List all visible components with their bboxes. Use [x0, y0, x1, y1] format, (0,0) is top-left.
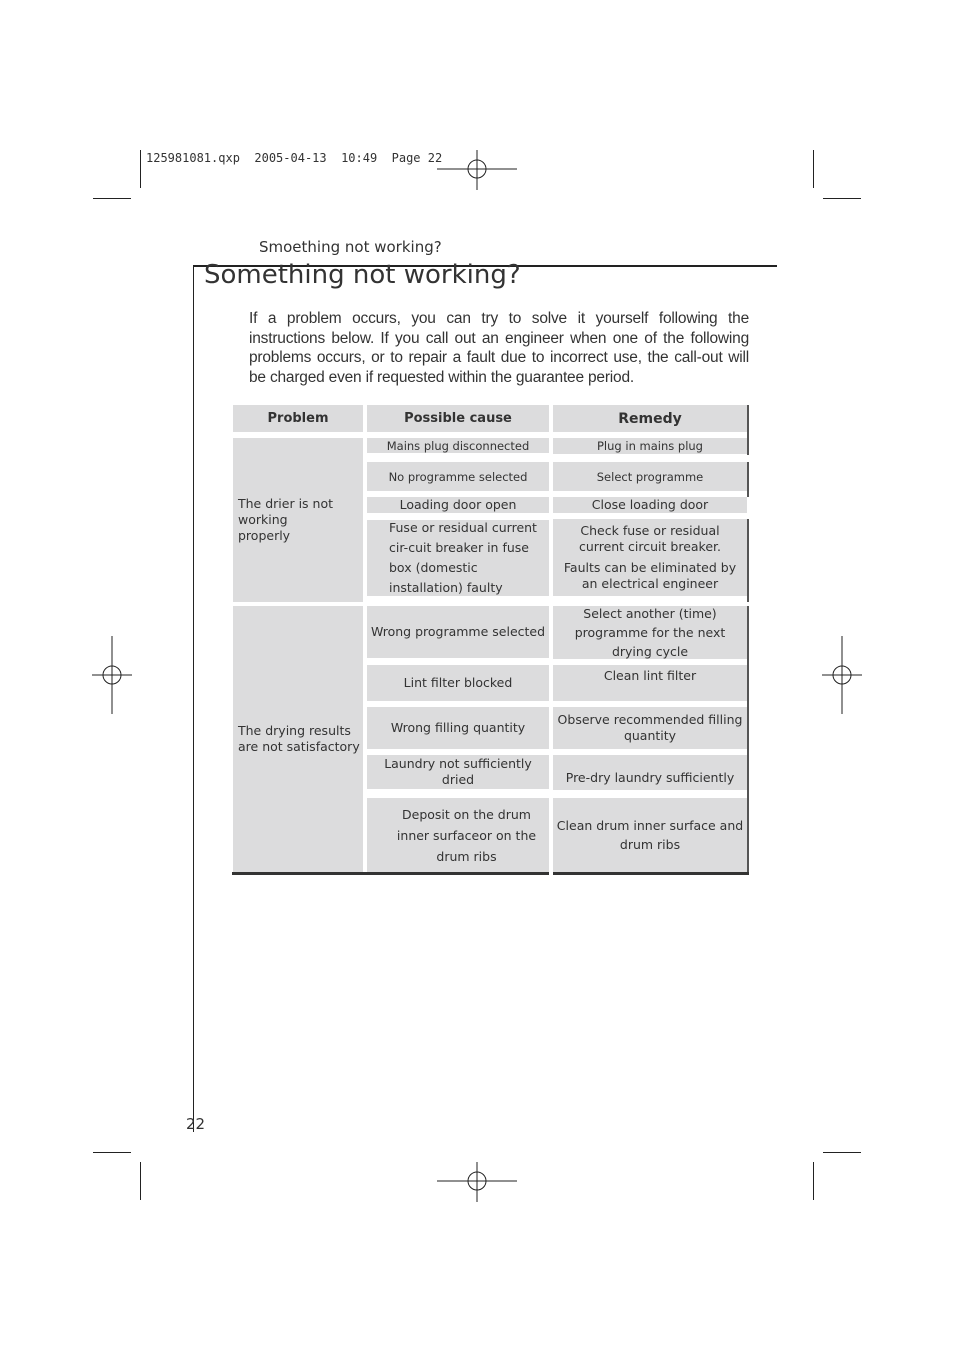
table-bottom-rule: [232, 872, 549, 875]
cause-cell: Fuse or residual current cir-cuit breaker in fuse box (domestic installation) faulty: [367, 520, 549, 596]
crop-mark: [823, 1152, 861, 1153]
remedy-cell: Plug in mains plug: [553, 438, 747, 454]
remedy-cell: Close loading door: [553, 497, 747, 513]
remedy-text: Faults can be eliminated by an electrical engineer: [563, 560, 737, 591]
crop-mark: [140, 1162, 141, 1200]
table-rule: [747, 462, 749, 497]
crop-mark: [93, 1152, 131, 1153]
registration-mark-icon: [437, 1162, 517, 1202]
cause-cell: Loading door open: [367, 497, 549, 513]
table-bottom-rule: [553, 872, 749, 875]
table-rule: [747, 606, 749, 875]
remedy-cell: Clean lint filter: [553, 665, 747, 701]
remedy-cell: Pre-dry laundry sufficiently: [553, 755, 747, 790]
problem-cell: The drying results are not satisfactory: [233, 606, 363, 872]
cause-cell: Deposit on the drum inner surfaceor on the drum ribs: [367, 798, 549, 872]
margin-rule: [193, 266, 194, 1132]
table-rule: [747, 519, 749, 602]
cause-cell: Wrong programme selected: [367, 606, 549, 658]
crop-mark: [813, 1162, 814, 1200]
crop-mark: [93, 198, 131, 199]
crop-mark: [823, 198, 861, 199]
intro-paragraph: If a problem occurs, you can try to solve it yourself following the instructions below. If you call out an engineer when one of the following problems occurs, or to repair a fault due to incorrect use, the call-out will be charged even if requested within the guarantee period.: [249, 310, 749, 386]
registration-mark-icon: [822, 636, 862, 714]
remedy-cell: Select programme: [553, 462, 747, 491]
table-rule: [747, 405, 749, 455]
header-cause: Possible cause: [367, 405, 549, 432]
problem-cell: The drier is not working properly: [233, 438, 363, 602]
cause-cell: Mains plug disconnected: [367, 438, 549, 453]
print-slug: 125981081.qxp 2005-04-13 10:49 Page 22: [146, 151, 443, 165]
cause-cell: Wrong filling quantity: [367, 707, 549, 749]
page-number: 22: [186, 1115, 206, 1133]
remedy-cell-group: [553, 519, 747, 596]
cause-cell: Laundry not sufficiently dried: [367, 755, 549, 789]
cause-cell: Lint filter blocked: [367, 665, 549, 701]
registration-mark-icon: [92, 636, 132, 714]
remedy-cell: Observe recommended filling quantity: [553, 707, 747, 749]
header-remedy: Remedy: [553, 405, 747, 432]
remedy-text: Check fuse or residual current circuit breaker.: [578, 523, 722, 554]
page-title: Something not working?: [204, 260, 521, 290]
remedy-cell: Clean drum inner surface and drum ribs: [553, 798, 747, 872]
crop-mark: [813, 150, 814, 188]
cause-cell: No programme selected: [367, 462, 549, 491]
running-head: Smoething not working?: [259, 238, 442, 256]
registration-mark-icon: [437, 150, 517, 190]
header-problem: Problem: [233, 405, 363, 432]
remedy-cell: Select another (time) programme for the next drying cycle: [553, 606, 747, 659]
crop-mark: [140, 150, 141, 188]
